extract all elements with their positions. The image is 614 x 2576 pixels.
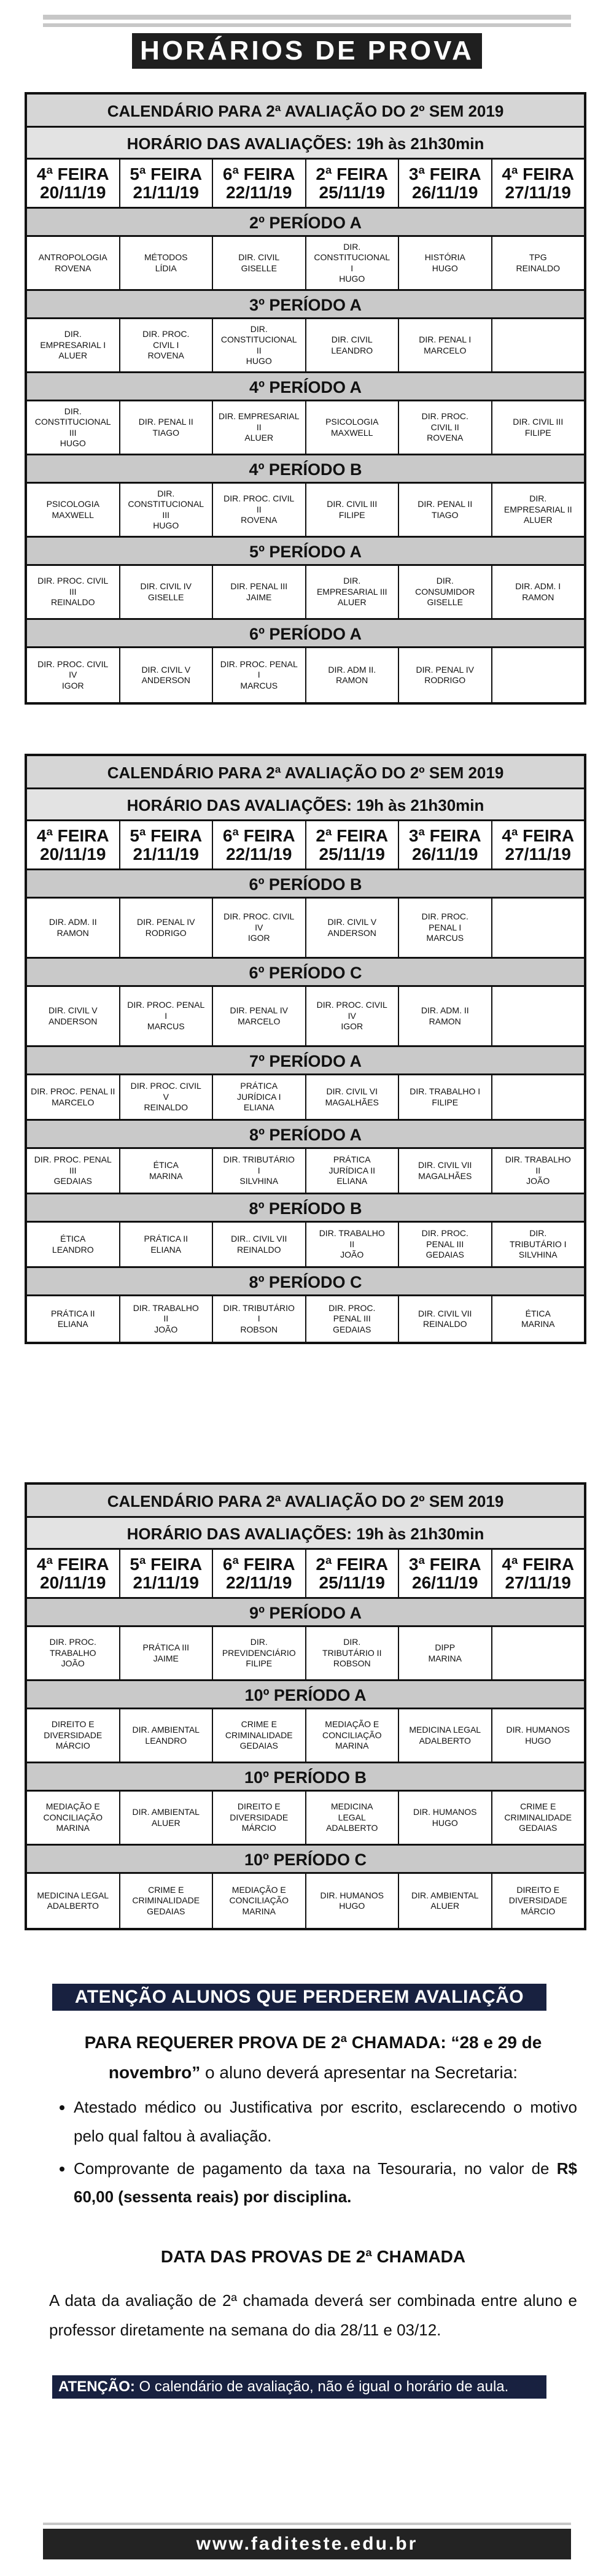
weekday-cell	[399, 160, 492, 207]
schedule-cell: CRIME E CRIMINALIDADE GEDAIAS	[120, 1874, 214, 1928]
schedule-cell: MEDICINA LEGAL ADALBERTO	[27, 1874, 120, 1928]
schedule-cell: DIR. TRABALHO II JOÃO	[120, 1296, 214, 1342]
period-header: 8º PERÍODO B	[27, 1194, 584, 1223]
schedule-cell: DIR. HUMANOS HUGO	[399, 1792, 492, 1844]
schedule-cell: DIR. PENAL III JAIME	[213, 566, 306, 618]
schedule-cell	[492, 1075, 585, 1119]
schedule-cell: DIREITO E DIVERSIDADE MÁRCIO	[27, 1709, 120, 1762]
schedule-cell: DIR. TRIBUTÁRIO II ROBSON	[306, 1627, 400, 1679]
page-title: HORÁRIOS DE PROVA	[132, 33, 482, 69]
schedule-cell: DIR. PROC. PENAL III GEDAIAS	[399, 1223, 492, 1266]
schedule-cell: CRIME E CRIMINALIDADE GEDAIAS	[504, 1801, 572, 1833]
schedule-row	[27, 1223, 584, 1268]
schedule-row	[27, 1792, 584, 1846]
schedule-cell: DIR. CIVIL VI MAGALHÃES	[306, 1075, 400, 1119]
schedule-row	[27, 1709, 584, 1763]
schedule-cell	[492, 899, 585, 957]
schedule-row	[27, 648, 584, 702]
period-header: 3º PERÍODO A	[27, 291, 584, 319]
weekday-name: 4ª FEIRA	[502, 1555, 575, 1574]
schedule-cell: DIR. PENAL II TIAGO	[120, 401, 214, 454]
weekday-cell	[306, 160, 400, 207]
request-tail: o aluno deverá apresentar na Secretaria:	[200, 2063, 518, 2082]
page-header	[43, 15, 571, 72]
schedule-cell: DIR. ADM. II RAMON	[399, 987, 492, 1045]
calendar-subtitle: HORÁRIO DAS AVALIAÇÕES: 19h às 21h30min	[27, 789, 584, 821]
weekday-date: 27/11/19	[505, 182, 571, 202]
schedule-cell: DIR. TRIBUTÁRIO I SILVHINA	[509, 1228, 567, 1260]
schedule-cell: PRÁTICA JURÍDICA II ELIANA	[306, 1149, 400, 1193]
weekday-cell	[27, 821, 120, 868]
weekday-date: 25/11/19	[319, 182, 385, 202]
requirement-fee: R$ 60,00 (sessenta reais) por disciplina.	[74, 2159, 577, 2207]
schedule-cell: DIR. PENAL I MARCELO	[399, 319, 492, 371]
schedule-cell: DIR. EMPRESARIAL II ALUER	[503, 493, 572, 525]
exam-calendar	[25, 1482, 586, 1930]
weekday-header	[27, 160, 584, 209]
calendar-title: CALENDÁRIO PARA 2ª AVALIAÇÃO DO 2º SEM 2019	[27, 1485, 584, 1518]
weekday-date: 27/11/19	[505, 1572, 571, 1592]
schedule-cell: MEDICINA LEGAL ADALBERTO	[399, 1709, 492, 1762]
exam-calendar	[25, 92, 586, 705]
schedule-cell: DIR. AMBIENTAL ALUER	[120, 1792, 214, 1844]
header-bar	[43, 15, 571, 20]
schedule-row	[27, 1149, 584, 1194]
second-call-text: A data da avaliação de 2ª chamada deverá ser combinada entre aluno e professor diretamente na semana do dia 28/11 e 03/12.	[49, 2291, 577, 2340]
schedule-cell: ÉTICA MARINA	[120, 1149, 214, 1193]
schedule-cell: DIR. CONSTITUCIONAL II HUGO	[213, 319, 306, 371]
schedule-cell	[492, 987, 585, 1045]
calendar-subtitle: HORÁRIO DAS AVALIAÇÕES: 19h às 21h30min	[27, 128, 584, 160]
weekday-cell	[120, 821, 214, 868]
schedule-cell: DIR. TRIBUTÁRIO I SILVHINA	[213, 1149, 306, 1193]
schedule-cell: DIR. CIVIL III FILIPE	[513, 417, 564, 438]
weekday-date: 20/11/19	[40, 182, 106, 202]
schedule-cell	[492, 1627, 585, 1679]
weekday-name: 6ª FEIRA	[222, 826, 295, 846]
schedule-cell: DIR. PROC. CIVIL IV IGOR	[213, 899, 306, 957]
schedule-cell: DIR. CONSTITUCIONAL III HUGO	[120, 484, 214, 536]
schedule-cell: ANTROPOLOGIA ROVENA	[27, 237, 120, 289]
schedule-cell: DIR. CIVIL V ANDERSON	[120, 648, 214, 702]
footer-url[interactable]: www.faditeste.edu.br	[43, 2529, 571, 2559]
schedule-cell: DIR. CIVIL LEANDRO	[306, 319, 400, 371]
schedule-cell: DIR. CIVIL V ANDERSON	[306, 899, 400, 957]
header-bar	[43, 23, 571, 27]
schedule-cell: MEDIAÇÃO E CONCILIAÇÃO MARINA	[306, 1709, 400, 1762]
weekday-date: 22/11/19	[226, 1572, 292, 1592]
schedule-row	[27, 319, 584, 373]
calendar-subtitle: HORÁRIO DAS AVALIAÇÕES: 19h às 21h30min	[27, 1518, 584, 1550]
notice-banner: ATENÇÃO ALUNOS QUE PERDEREM AVALIAÇÃO	[52, 1984, 546, 2011]
weekday-date: 26/11/19	[412, 1572, 478, 1592]
period-header: 5º PERÍODO A	[27, 538, 584, 566]
schedule-row	[27, 1627, 584, 1681]
weekday-date: 26/11/19	[412, 844, 478, 864]
weekday-name: 3ª FEIRA	[408, 164, 481, 184]
schedule-cell: DIR. EMPRESARIAL III ALUER	[306, 566, 400, 618]
schedule-cell: DIR. TRABALHO II JOÃO	[505, 1155, 571, 1186]
schedule-cell: DIR. PROC. PENAL III GEDAIAS	[306, 1296, 400, 1342]
schedule-cell: HISTÓRIA HUGO	[399, 237, 492, 289]
schedule-row	[27, 987, 584, 1047]
schedule-cell: DIR. HUMANOS HUGO	[506, 1725, 570, 1746]
period-header: 4º PERÍODO B	[27, 455, 584, 484]
request-dates: “28 e 29 de novembro”	[108, 2033, 542, 2082]
weekday-cell	[306, 821, 400, 868]
weekday-name: 4ª FEIRA	[36, 164, 109, 184]
schedule-cell: DIR. TRABALHO II JOÃO	[306, 1223, 400, 1266]
period-header: 2º PERÍODO A	[27, 209, 584, 237]
weekday-name: 2ª FEIRA	[316, 164, 389, 184]
schedule-cell: PSICOLOGIA MAXWELL	[306, 401, 400, 454]
schedule-cell: PRÁTICA III JAIME	[120, 1627, 214, 1679]
schedule-cell: PRÁTICA JURÍDICA I ELIANA	[213, 1075, 306, 1119]
weekday-date: 21/11/19	[133, 844, 199, 864]
schedule-cell: DIR. TRABALHO I FILIPE	[399, 1075, 492, 1119]
schedule-row	[27, 484, 584, 538]
schedule-cell: PSICOLOGIA MAXWELL	[27, 484, 120, 536]
period-header: 8º PERÍODO A	[27, 1121, 584, 1149]
schedule-cell: DIR. ADM. I RAMON	[515, 581, 561, 602]
weekday-date: 20/11/19	[40, 1572, 106, 1592]
schedule-row	[27, 401, 584, 455]
requirement-item	[74, 2154, 577, 2212]
schedule-cell: DIR. ADM. II RAMON	[27, 899, 120, 957]
weekday-name: 2ª FEIRA	[316, 826, 389, 846]
attention-label: ATENÇÃO:	[58, 2378, 135, 2395]
schedule-cell	[492, 648, 585, 702]
schedule-cell: DIR. CIVIL V ANDERSON	[27, 987, 120, 1045]
weekday-cell	[306, 1550, 400, 1597]
weekday-cell	[120, 1550, 214, 1597]
calendar-title: CALENDÁRIO PARA 2ª AVALIAÇÃO DO 2º SEM 2019	[27, 756, 584, 789]
weekday-cell	[213, 1550, 306, 1597]
period-header: 10º PERÍODO C	[27, 1846, 584, 1874]
schedule-cell: TPG REINALDO	[516, 252, 561, 273]
second-call-request	[49, 2027, 577, 2087]
period-header: 7º PERÍODO A	[27, 1047, 584, 1075]
schedule-cell: DIR. CIVIL GISELLE	[213, 237, 306, 289]
schedule-cell: DIR. CONSTITUCIONAL III HUGO	[27, 401, 120, 454]
second-call-title: DATA DAS PROVAS DE 2ª CHAMADA	[160, 2247, 466, 2266]
schedule-cell: DIR. PROC. CIVIL IV IGOR	[27, 648, 120, 702]
schedule-cell: DIR. AMBIENTAL ALUER	[399, 1874, 492, 1928]
period-header: 10º PERÍODO B	[27, 1763, 584, 1792]
schedule-cell: DIREITO E DIVERSIDADE MÁRCIO	[508, 1884, 567, 1916]
weekday-name: 6ª FEIRA	[222, 1555, 295, 1574]
weekday-name: 2ª FEIRA	[316, 1555, 389, 1574]
weekday-cell	[399, 821, 492, 868]
requirement-text: Comprovante de pagamento da taxa na Tesouraria, no valor de	[74, 2159, 557, 2178]
weekday-date: 26/11/19	[412, 182, 478, 202]
schedule-cell: DIR. ADM II. RAMON	[306, 648, 400, 702]
weekday-date: 27/11/19	[505, 844, 571, 864]
schedule-row	[27, 566, 584, 620]
schedule-cell: DIR. PROC. PENAL I MARCUS	[399, 899, 492, 957]
calendar-title: CALENDÁRIO PARA 2ª AVALIAÇÃO DO 2º SEM 2019	[27, 95, 584, 128]
schedule-cell: MEDIAÇÃO E CONCILIAÇÃO MARINA	[27, 1792, 120, 1844]
exam-calendar	[25, 754, 586, 1344]
weekday-name: 6ª FEIRA	[222, 164, 295, 184]
schedule-cell: DIREITO E DIVERSIDADE MÁRCIO	[213, 1792, 306, 1844]
weekday-cell	[213, 160, 306, 207]
footer-bar	[43, 2523, 571, 2525]
schedule-row	[27, 237, 584, 291]
schedule-cell: DIPP MARINA	[399, 1627, 492, 1679]
period-header: 6º PERÍODO C	[27, 959, 584, 987]
weekday-date: 22/11/19	[226, 182, 292, 202]
weekday-name: 4ª FEIRA	[502, 826, 575, 846]
schedule-cell: DIR. PENAL IV MARCELO	[213, 987, 306, 1045]
schedule-cell: DIR. CONSUMIDOR GISELLE	[399, 566, 492, 618]
schedule-cell: DIR. PROC. PENAL III GEDAIAS	[27, 1149, 120, 1193]
schedule-cell: DIR. PROC. CIVIL V REINALDO	[120, 1075, 214, 1119]
weekday-cell	[492, 1550, 585, 1597]
period-header: 9º PERÍODO A	[27, 1599, 584, 1627]
period-header: 6º PERÍODO B	[27, 870, 584, 899]
schedule-cell: DIR. AMBIENTAL LEANDRO	[120, 1709, 214, 1762]
schedule-cell: DIR. TRIBUTÁRIO I ROBSON	[213, 1296, 306, 1342]
period-header: 8º PERÍODO C	[27, 1268, 584, 1296]
schedule-cell: DIR. EMPRESARIAL I ALUER	[27, 319, 120, 371]
schedule-cell: DIR. PROC. CIVIL I ROVENA	[120, 319, 214, 371]
schedule-cell: DIR. EMPRESARIAL II ALUER	[213, 401, 306, 454]
weekday-date: 21/11/19	[133, 1572, 199, 1592]
weekday-date: 25/11/19	[319, 1572, 385, 1592]
schedule-cell: DIR.. CIVIL VII REINALDO	[213, 1223, 306, 1266]
weekday-cell	[492, 160, 585, 207]
requirements-list	[49, 2093, 577, 2215]
weekday-name: 4ª FEIRA	[36, 826, 109, 846]
weekday-name: 5ª FEIRA	[130, 826, 203, 846]
weekday-date: 22/11/19	[226, 844, 292, 864]
schedule-cell: DIR. PROC. CIVIL III REINALDO	[27, 566, 120, 618]
weekday-date: 25/11/19	[319, 844, 385, 864]
schedule-row	[27, 899, 584, 959]
schedule-cell: DIR. PENAL IV RODRIGO	[399, 648, 492, 702]
schedule-cell: DIR. CIVIL III FILIPE	[306, 484, 400, 536]
request-lead: PARA REQUERER PROVA DE 2ª CHAMADA:	[84, 2033, 446, 2052]
schedule-cell: DIR. CIVIL VII MAGALHÃES	[399, 1149, 492, 1193]
schedule-cell: DIR. PROC. CIVIL II ROVENA	[213, 484, 306, 536]
schedule-cell: DIR. PROC. TRABALHO JOÃO	[27, 1627, 120, 1679]
weekday-header	[27, 1550, 584, 1599]
schedule-cell	[492, 319, 585, 371]
schedule-cell: CRIME E CRIMINALIDADE GEDAIAS	[213, 1709, 306, 1762]
schedule-cell: DIR. PREVIDENCIÁRIO FILIPE	[213, 1627, 306, 1679]
schedule-cell: MEDIAÇÃO E CONCILIAÇÃO MARINA	[213, 1874, 306, 1928]
schedule-row	[27, 1874, 584, 1928]
period-header: 10º PERÍODO A	[27, 1681, 584, 1709]
weekday-name: 3ª FEIRA	[408, 1555, 481, 1574]
weekday-cell	[213, 821, 306, 868]
period-header: 4º PERÍODO A	[27, 373, 584, 401]
schedule-cell: DIR. PROC. CIVIL IV IGOR	[306, 987, 400, 1045]
schedule-cell: DIR. CIVIL IV GISELLE	[120, 566, 214, 618]
weekday-name: 5ª FEIRA	[130, 1555, 203, 1574]
weekday-name: 5ª FEIRA	[130, 164, 203, 184]
period-header: 6º PERÍODO A	[27, 620, 584, 648]
requirement-item: • Atestado médico ou Justificativa por escrito, esclarecendo o motivo pelo qual faltou à avaliação.	[74, 2093, 577, 2151]
schedule-cell: MÉTODOS LÍDIA	[120, 237, 214, 289]
schedule-cell: DIR. CONSTITUCIONAL I HUGO	[306, 237, 400, 289]
schedule-row	[27, 1075, 584, 1121]
schedule-cell: PRÁTICA II ELIANA	[27, 1296, 120, 1342]
weekday-header	[27, 821, 584, 870]
attention-note	[52, 2375, 546, 2399]
weekday-cell	[399, 1550, 492, 1597]
schedule-cell: DIR. PENAL IV RODRIGO	[120, 899, 214, 957]
schedule-cell: DIR. PROC. PENAL I MARCUS	[213, 648, 306, 702]
weekday-date: 20/11/19	[40, 844, 106, 864]
weekday-cell	[492, 821, 585, 868]
schedule-cell: DIR. PENAL II TIAGO	[399, 484, 492, 536]
weekday-name: 4ª FEIRA	[502, 164, 575, 184]
weekday-date: 21/11/19	[133, 182, 199, 202]
schedule-cell: ÉTICA LEANDRO	[27, 1223, 120, 1266]
weekday-name: 4ª FEIRA	[36, 1555, 109, 1574]
schedule-cell: DIR. HUMANOS HUGO	[306, 1874, 400, 1928]
schedule-cell: DIR. PROC. PENAL II MARCELO	[27, 1075, 120, 1119]
schedule-cell: ÉTICA MARINA	[521, 1308, 555, 1329]
weekday-name: 3ª FEIRA	[408, 826, 481, 846]
weekday-cell	[27, 1550, 120, 1597]
schedule-cell: DIR. PROC. CIVIL II ROVENA	[399, 401, 492, 454]
schedule-cell: DIR. PROC. PENAL I MARCUS	[120, 987, 214, 1045]
weekday-cell	[120, 160, 214, 207]
schedule-cell: PRÁTICA II ELIANA	[120, 1223, 214, 1266]
schedule-cell: MEDICINA LEGAL ADALBERTO	[306, 1792, 400, 1844]
weekday-cell	[27, 160, 120, 207]
schedule-row	[27, 1296, 584, 1342]
schedule-cell: DIR. CIVIL VII REINALDO	[399, 1296, 492, 1342]
attention-text: O calendário de avaliação, não é igual o horário de aula.	[134, 2378, 509, 2395]
